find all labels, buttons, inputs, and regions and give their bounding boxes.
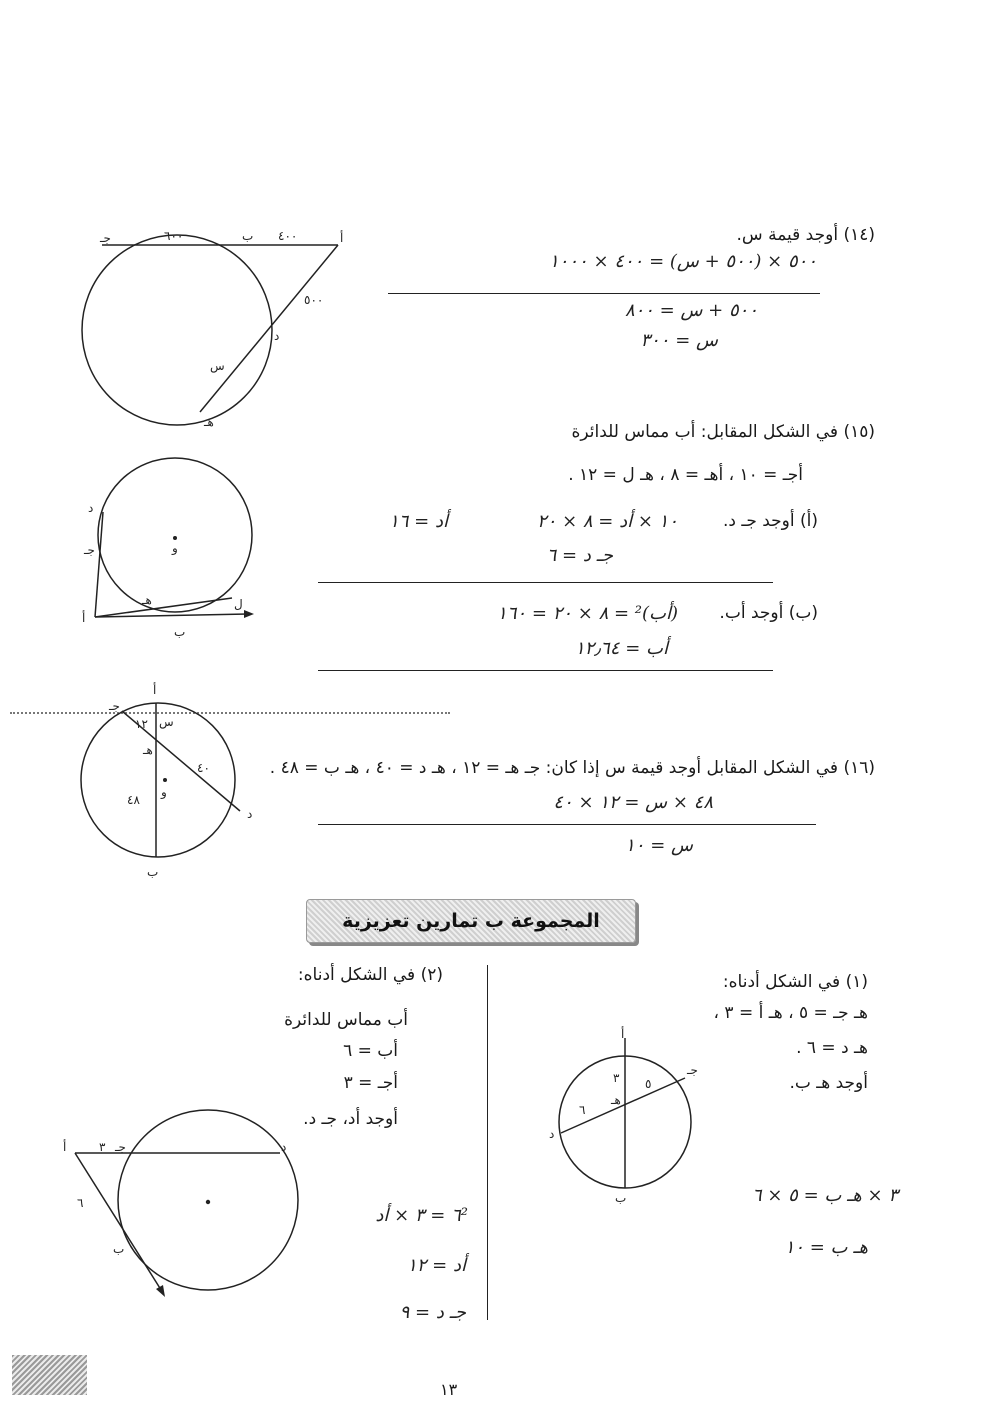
ex2-seg-ab: ٦ — [77, 1196, 84, 1210]
ex2-work-2: أد = ١٢ — [407, 1255, 466, 1276]
p15-label-w: و — [172, 541, 178, 555]
p14-label-a: أ — [340, 231, 344, 245]
p16-seg-hd: ٤٠ — [197, 761, 210, 775]
p15-rule-b — [318, 670, 773, 671]
ex2-center — [206, 1200, 210, 1204]
p15-label-b: ب — [174, 625, 186, 639]
ex1-line-1: هـ جـ = ٥ ، هـ أ = ٣ ، — [713, 1003, 868, 1023]
p16-label-s: س — [159, 715, 174, 729]
p15-given: أجـ = ١٠ ، أهـ = ٨ ، هـ ل = ١٢ . — [568, 465, 803, 485]
p16-figure — [75, 680, 275, 880]
p15-label-j: جـ — [84, 543, 95, 557]
ex2-number: (٢) في الشكل أدناه: — [297, 965, 443, 985]
p16-label-d: د — [247, 807, 253, 821]
ex2-tangent — [75, 1153, 163, 1293]
p14-seg-ad: ٥٠٠ — [304, 293, 324, 307]
ex2-work-1: ٦² = ٣ × أد — [375, 1205, 468, 1226]
p15-label-h: هـ — [142, 593, 152, 607]
p15-label-l: ل — [234, 597, 243, 611]
ex2-line-1: أب مماس للدائرة — [284, 1010, 408, 1030]
p15-circle — [98, 458, 252, 612]
p16-circle — [81, 703, 235, 857]
ex1-work-1: ٣ × هـ ب = ٥ × ٦ — [751, 1185, 898, 1206]
p16-seg-jh: ١٢ — [135, 717, 148, 731]
p15-work-a2: أد = ١٦ — [389, 511, 448, 532]
page-number: ١٣ — [440, 1380, 458, 1399]
section-banner — [306, 899, 636, 943]
p14-work-3: س = ٣٠٠ — [640, 330, 718, 351]
p14-seg-bj: ٦٠٠ — [164, 229, 184, 243]
p16-seg-hb: ٤٨ — [127, 793, 140, 807]
p15-question: (١٥) في الشكل المقابل: أب مماس للدائرة — [571, 422, 875, 442]
p15-rule-a — [318, 582, 773, 583]
p16-label-h: هـ — [143, 743, 153, 757]
p15-work-b2: أب = ١٢٫٦٤ — [574, 638, 668, 659]
ex1-seg-hj: ٥ — [645, 1077, 652, 1091]
p16-label-w: و — [161, 785, 167, 799]
ex2-work-3: جـ د = ٩ — [399, 1302, 466, 1323]
p16-center — [163, 778, 167, 782]
p16-label-b: ب — [147, 865, 159, 879]
p15-part-a: (أ) أوجد جـ د. — [722, 511, 818, 531]
p14-circle — [82, 235, 272, 425]
p16-label-a: أ — [153, 683, 157, 697]
ex2-label-d: د — [281, 1140, 287, 1154]
ex2-line-4: أوجد أد، جـ د. — [303, 1109, 398, 1129]
ex2-figure — [55, 1135, 315, 1305]
p14-work-1: ٥٠٠ × (٥٠٠ + س) = ٤٠٠ × ١٠٠٠ — [549, 251, 817, 272]
p16-work-2: س = ١٠ — [625, 835, 693, 856]
ex1-label-j: جـ — [687, 1063, 698, 1077]
ex1-label-b: ب — [615, 1191, 627, 1205]
ex2-seg-aj: ٣ — [99, 1140, 106, 1154]
ex2-label-j: جـ — [115, 1140, 126, 1154]
p15-label-a: أ — [82, 611, 86, 625]
p14-label-h: هـ — [204, 415, 214, 429]
p15-work-b1: (أب)² = ٨ × ٢٠ = ١٦٠ — [497, 603, 678, 624]
p14-rule — [388, 293, 820, 294]
ex1-seg-ha: ٣ — [613, 1071, 620, 1085]
p16-rule — [318, 824, 816, 825]
ex2-tangent-arrow — [156, 1285, 165, 1297]
ex1-figure — [545, 1027, 715, 1210]
p14-label-b: ب — [242, 229, 254, 243]
p14-label-j: جـ — [100, 231, 111, 245]
ex1-label-h: هـ — [611, 1093, 621, 1107]
p16-label-j: جـ — [109, 699, 120, 713]
p15-label-d: د — [88, 501, 94, 515]
ex1-line-3: أوجد هـ ب. — [789, 1073, 868, 1093]
p14-seg-ab: ٤٠٠ — [278, 229, 298, 243]
ex1-line-2: هـ د = ٦ . — [796, 1038, 868, 1058]
ex2-label-a: أ — [63, 1140, 67, 1154]
p15-figure — [70, 450, 270, 640]
p14-work-2: ٥٠٠ + س = ٨٠٠ — [624, 300, 758, 321]
ex1-label-d: د — [549, 1127, 555, 1141]
column-divider — [487, 965, 488, 1320]
p16-work-1: ٤٨ × س = ١٢ × ٤٠ — [553, 792, 713, 813]
ex2-line-3: أجـ = ٣ — [343, 1073, 398, 1093]
section-title: المجموعة ب تمارين تعزيزية — [342, 910, 600, 932]
p15-part-b: (ب) أوجد أب. — [719, 603, 818, 623]
p15-work-a3: جـ د = ٦ — [546, 545, 613, 566]
ex1-work-2: هـ ب = ١٠ — [784, 1237, 868, 1258]
p14-label-s: س — [210, 359, 225, 373]
ex1-seg-hd: ٦ — [579, 1103, 586, 1117]
p15-center — [173, 536, 177, 540]
p15-tangent-arrow — [244, 610, 254, 618]
ex2-line-2: أب = ٦ — [343, 1041, 398, 1061]
p15-work-a1: ١٠ × أد = ٨ × ٢٠ — [537, 511, 678, 532]
ex2-label-b: ب — [113, 1242, 125, 1256]
p14-question: (١٤) أوجد قيمة س. — [736, 225, 875, 245]
ex1-label-a: أ — [621, 1027, 625, 1041]
p14-label-d: د — [274, 329, 280, 343]
ex1-number: (١) في الشكل أدناه: — [722, 972, 868, 992]
p14-secant-ah — [200, 245, 338, 412]
corner-stamp — [12, 1355, 87, 1395]
p14-figure — [70, 220, 370, 435]
p16-question: (١٦) في الشكل المقابل أوجد قيمة س إذا كان: جـ هـ = ١٢ ، هـ د = ٤٠ ، هـ ب = ٤٨ . — [269, 758, 875, 778]
